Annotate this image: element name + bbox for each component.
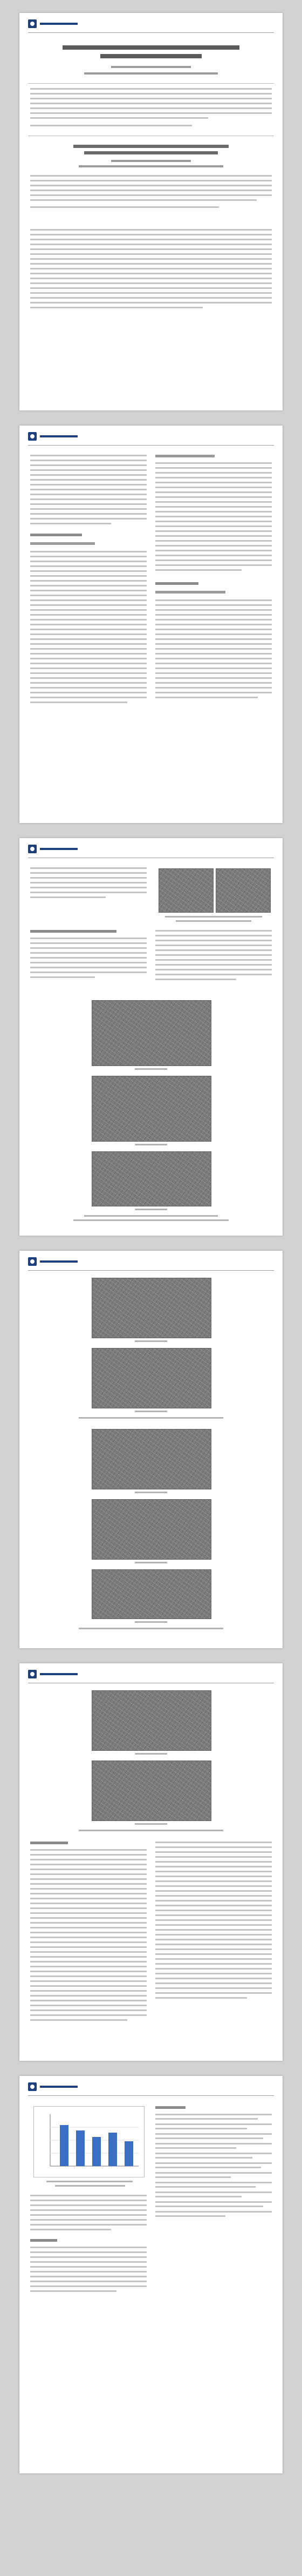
page-header [28,1669,274,1683]
page-number [28,1224,274,1231]
figure-caption [135,1411,167,1412]
body-text-left-column [30,930,147,995]
bar-chart-figure [33,2106,145,2177]
micrograph [216,868,271,913]
running-head [134,847,274,854]
body-text-column [30,229,272,391]
figure-caption [135,1144,167,1145]
micrograph [92,1690,211,1751]
running-head [134,22,274,29]
figure-caption [55,2185,125,2187]
micrograph [92,1429,211,1489]
body-text-left-column [30,867,147,921]
page-number [28,399,274,406]
figure-caption [46,2181,133,2182]
page-header [28,2081,274,2096]
micrograph [92,1499,211,1560]
english-abstract [30,175,272,218]
journal-logo-icon [28,2082,80,2092]
micrograph [159,868,214,913]
running-head [134,1259,274,1267]
figure-caption [135,1823,167,1825]
bar [108,2133,117,2166]
abstract-block [28,83,274,136]
bar [92,2137,101,2166]
body-text-left-column [30,2195,147,2303]
running-head [134,434,274,442]
page-header [28,844,274,858]
micrograph [92,1000,211,1066]
journal-logo-icon [28,845,80,854]
body-text-left-column [30,1842,147,2036]
bar [125,2141,133,2166]
figure-caption [135,1562,167,1563]
journal-logo-icon [28,19,80,29]
document-page-2 [19,426,283,823]
figure-caption [84,1215,218,1217]
journal-logo-icon [28,1670,80,1680]
figure-caption [165,916,262,918]
running-head [134,2085,274,2092]
micrograph [92,1076,211,1142]
figure-caption [135,1492,167,1493]
page-number [28,2462,274,2469]
figure-caption [79,1417,223,1419]
document-page-5 [19,1663,283,2061]
body-text-right-column [155,930,272,995]
figure-caption [135,1209,167,1210]
figure-caption [135,1621,167,1623]
micrograph [92,1348,211,1408]
page-header [28,431,274,446]
bar-chart [34,2107,144,2177]
references-list [155,2106,272,2301]
figure-caption [79,1830,223,1831]
document-page-6 [19,2076,283,2473]
page-number [28,811,274,819]
page-header [28,18,274,33]
body-text-right-column [155,1842,272,2036]
journal-logo-icon [28,432,80,442]
micrograph [92,1761,211,1821]
document-page-3 [19,838,283,1236]
figure-caption [73,1219,229,1221]
page-number [28,1636,274,1644]
bar [76,2130,85,2166]
english-title-block [41,145,261,177]
figure-caption [176,920,251,922]
page-header [28,1256,274,1271]
body-text-left-column [30,455,147,800]
document-page-1 [19,13,283,410]
page-number [28,2049,274,2056]
micrograph [92,1278,211,1338]
figure-caption [135,1340,167,1342]
running-head [134,1672,274,1680]
document-page-4 [19,1251,283,1648]
body-text-right-column [155,455,272,800]
bar [60,2125,68,2166]
journal-logo-icon [28,1257,80,1267]
figure-caption [135,1753,167,1755]
micrograph [92,1569,211,1619]
figure-caption [135,1068,167,1070]
figure-caption [79,1628,223,1629]
micrograph [92,1151,211,1206]
